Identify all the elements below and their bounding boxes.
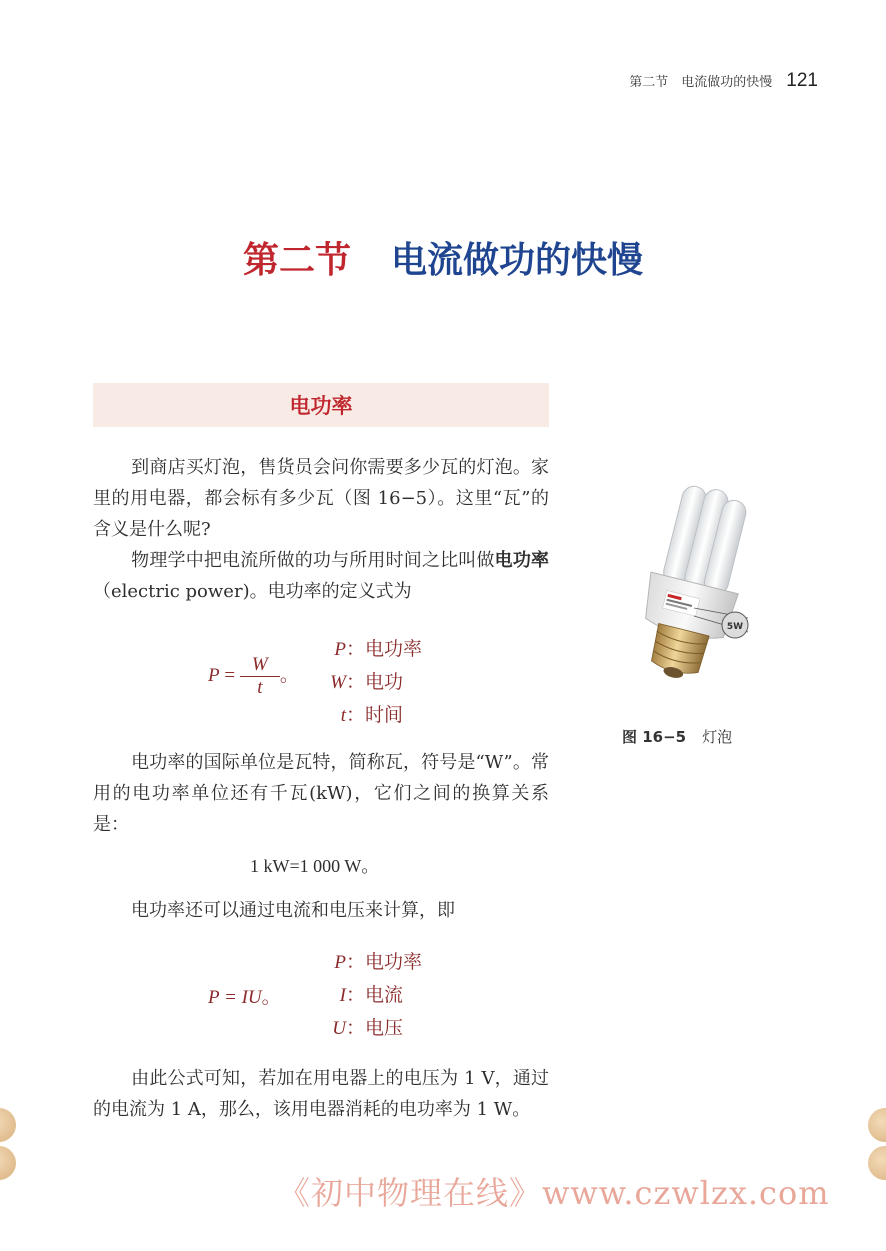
formula1-numerator: W [251,654,268,675]
definition-term: 电功率 [494,550,550,571]
edge-tab-decoration [0,1146,16,1180]
formula1-end: 。 [279,664,299,686]
paragraph-intro [93,452,549,545]
page-number: 121 [786,70,818,91]
formula2-end: 。 [261,987,281,1008]
legend-description: ：电流 [346,984,404,1006]
running-head-section: 第二节 电流做功的快慢 [629,75,773,90]
edge-tab-decoration [868,1108,886,1142]
edge-tab-decoration [0,1108,16,1142]
formula1-eq: = [224,664,236,686]
running-head [629,70,818,92]
paragraph-alt-formula-text: 电功率还可以通过电流和电压来计算，即 [131,900,455,921]
legend-description: ：电功率 [346,951,423,973]
formula2-expression: P = IU [208,987,262,1008]
formula1-fraction [240,654,280,699]
bulb-base [627,572,738,688]
formula1-denominator: t [257,677,263,698]
legend-symbol: t [340,705,346,726]
legend-symbol: I [339,985,346,1006]
legend-symbol: U [332,1018,346,1039]
legend-row [318,946,422,979]
power-definition-formula [208,654,299,699]
legend-symbol: P [334,952,346,973]
edge-tab-decoration [868,1146,886,1180]
topic-heading: 电功率 [289,394,353,418]
definition-text-post: （electric power)。电功率的定义式为 [93,581,412,602]
definition-text-pre: 物理学中把电流所做的功与所用时间之比叫做 [131,550,495,571]
power-iu-formula [208,982,281,1009]
formula2-legend [318,946,422,1045]
paragraph-example [93,1063,549,1125]
wattage-label: 5W [726,622,744,632]
legend-row [318,633,422,666]
paragraph-alt-formula [93,895,549,926]
legend-description: ：电功 [346,671,404,693]
legend-description: ：时间 [346,704,404,726]
topic-banner [93,383,549,427]
formula1-lhs: P [208,664,220,686]
paragraph-intro-text: 到商店买灯泡，售货员会问你需要多少瓦的灯泡。家里的用电器，都会标有多少瓦（图 16−5）。这里“瓦”的含义是什么呢? [93,457,549,540]
section-title [0,232,886,283]
legend-description: ：电压 [346,1017,404,1039]
paragraph-definition [93,545,549,607]
paragraph-example-text: 由此公式可知，若加在用电器上的电压为 1 V，通过的电流为 1 A，那么，该用电器消耗的电功率为 1 W。 [93,1068,549,1120]
figure-caption-text: 灯泡 [702,728,733,746]
cfl-bulb-image [598,480,798,710]
figure-caption [622,726,732,747]
figure-number: 图 16−5 [622,728,687,746]
legend-symbol: P [334,639,346,660]
formula1-legend [318,633,422,732]
legend-row [318,699,422,732]
section-name: 电流做功的快慢 [391,240,644,281]
legend-row [318,979,422,1012]
unit-conversion: 1 kW=1 000 W。 [250,856,380,876]
watermark: 《初中物理在线》www.czwlzx.com [278,1174,830,1212]
paragraph-units-text: 电功率的国际单位是瓦特，简称瓦，符号是“W”。常用的电功率单位还有千瓦(kW)，它们之间的换算关系是： [93,752,549,835]
legend-symbol: W [330,672,346,693]
legend-row [318,666,422,699]
paragraph-units [93,747,549,840]
section-number: 第二节 [242,239,351,281]
legend-description: ：电功率 [346,638,423,660]
legend-row [318,1012,422,1045]
